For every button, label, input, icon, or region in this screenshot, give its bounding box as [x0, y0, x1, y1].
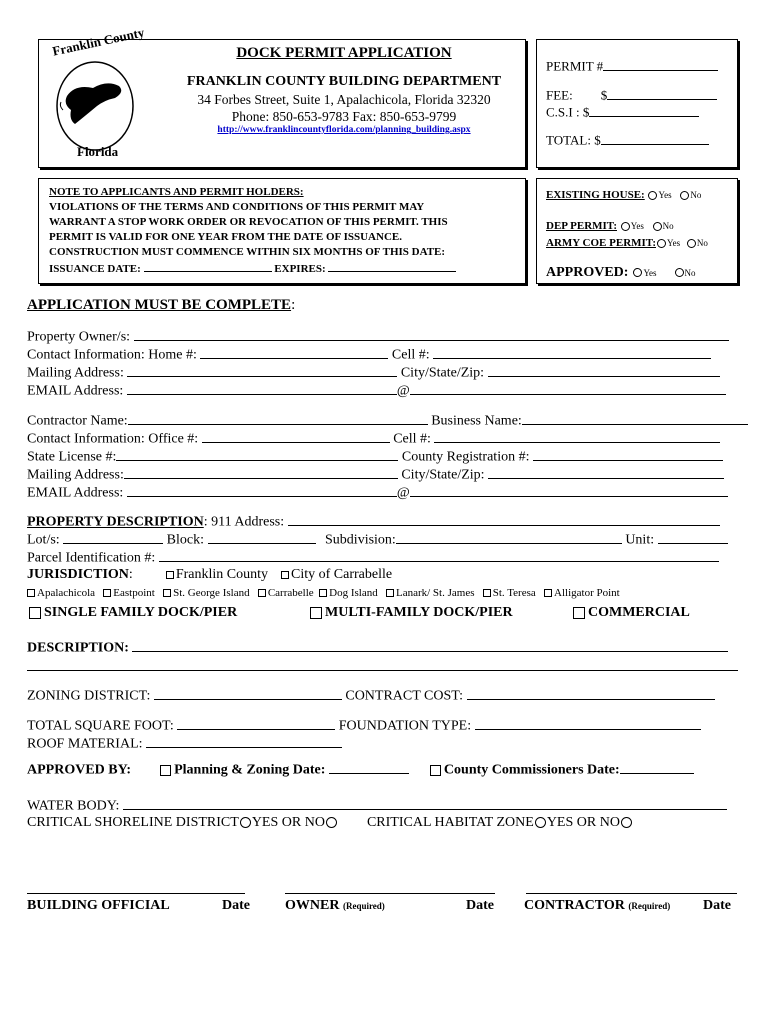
- subdivision-label: Subdivision:: [325, 532, 396, 548]
- roof-label: ROOF MATERIAL:: [27, 736, 143, 752]
- multi-family-label: MULTI-FAMILY DOCK/PIER: [325, 605, 513, 620]
- permit-number-row: [546, 58, 718, 75]
- army-coe-yes-label: Yes: [667, 238, 681, 248]
- status-box: [536, 178, 738, 284]
- state-license-label: State License #:: [27, 449, 117, 465]
- area-dog-island-checkbox[interactable]: [319, 589, 327, 597]
- contractor-name-label: Contractor Name:: [27, 413, 128, 429]
- county-reg-field[interactable]: [533, 447, 723, 461]
- foundation-label: FOUNDATION TYPE:: [338, 718, 472, 734]
- area-st-george-label: St. George Island: [173, 587, 250, 599]
- critical-row: [27, 814, 633, 832]
- roof-field[interactable]: [146, 734, 342, 748]
- address-911-field[interactable]: [288, 512, 720, 526]
- business-name-field[interactable]: [522, 411, 748, 425]
- shoreline-yes-radio[interactable]: [240, 817, 251, 828]
- contractor-required-label: (Required): [628, 901, 671, 911]
- army-coe-yes-radio[interactable]: [657, 239, 666, 248]
- license-row: [27, 447, 723, 467]
- habitat-yes-radio[interactable]: [535, 817, 546, 828]
- approved-yes-radio[interactable]: [633, 268, 642, 277]
- owner-mailing-label: Mailing Address:: [27, 365, 124, 381]
- existing-house-no-label: No: [690, 190, 702, 200]
- franklin-county-label: Franklin County: [175, 567, 268, 582]
- office-phone-label: Contact Information: Office #:: [27, 431, 199, 447]
- contractor-sig-label-row: [524, 898, 670, 914]
- owner-city-label: City/State/Zip:: [400, 365, 485, 381]
- contractor-city-label: City/State/Zip:: [401, 467, 485, 483]
- type-commercial-row: [573, 605, 690, 621]
- approved-row: [546, 263, 696, 281]
- csi-label: C.S.I :: [546, 104, 580, 120]
- zoning-row: [27, 686, 715, 706]
- parcel-label: Parcel Identification #:: [27, 550, 156, 566]
- area-st-teresa-label: St. Teresa: [492, 587, 536, 599]
- owner-mailing-field[interactable]: [127, 363, 397, 377]
- area-alligator-point-label: Alligator Point: [554, 587, 620, 599]
- area-eastpoint-label: Eastpoint: [113, 587, 155, 599]
- owner-cell-label: Cell #:: [391, 347, 430, 363]
- owner-email-domain-field[interactable]: [410, 381, 726, 395]
- owner-mailing-row: [27, 363, 720, 383]
- total-sqft-field[interactable]: [177, 716, 335, 730]
- approved-yes-label: Yes: [643, 268, 657, 278]
- expires-date-field[interactable]: [328, 261, 456, 272]
- army-coe-row: [546, 237, 708, 249]
- unit-field[interactable]: [658, 530, 728, 544]
- department-name: FRANKLIN COUNTY BUILDING DEPARTMENT: [186, 74, 502, 89]
- area-apalachicola-label: Apalachicola: [37, 587, 96, 599]
- contractor-email-user-field[interactable]: [127, 483, 397, 497]
- notice-line-4: CONSTRUCTION MUST COMMENCE WITHIN SIX MONTHS OF THIS DATE:: [49, 246, 446, 258]
- notice-line-1: VIOLATIONS OF THE TERMS AND CONDITIONS OF THIS PERMIT MAY: [49, 201, 425, 213]
- franklin-county-checkbox[interactable]: [166, 571, 174, 579]
- owner-signature-line[interactable]: [285, 893, 495, 894]
- owner-email-row: [27, 381, 726, 401]
- permit-fee-box: [536, 39, 738, 168]
- building-official-date-label: Date: [222, 898, 250, 913]
- area-st-teresa-checkbox[interactable]: [483, 589, 491, 597]
- subdivision-field[interactable]: [396, 530, 622, 544]
- contractor-cell-label: Cell #:: [393, 431, 431, 447]
- issuance-row: [49, 261, 456, 275]
- multi-family-checkbox[interactable]: [310, 607, 322, 619]
- business-name-label: Business Name:: [431, 413, 522, 429]
- dep-no-radio[interactable]: [653, 222, 662, 231]
- contractor-sig-label: CONTRACTOR: [524, 898, 625, 913]
- area-apalachicola-checkbox[interactable]: [27, 589, 35, 597]
- issuance-date-field[interactable]: [144, 261, 272, 272]
- application-heading-colon: :: [291, 297, 296, 313]
- total-sqft-label: TOTAL SQUARE FOOT:: [27, 718, 174, 734]
- description-row: [27, 638, 728, 658]
- owner-sig-label: OWNER: [285, 898, 340, 913]
- parcel-row: [27, 548, 719, 568]
- department-address: 34 Forbes Street, Suite 1, Apalachicola, Florida 32320: [197, 92, 491, 107]
- contractor-email-domain-field[interactable]: [410, 483, 728, 497]
- shoreline-yes-or-no: YES OR NO: [251, 815, 325, 830]
- habitat-no-radio[interactable]: [621, 817, 632, 828]
- total-field[interactable]: [601, 132, 709, 145]
- notice-heading: NOTE TO APPLICANTS AND PERMIT HOLDERS:: [49, 186, 304, 198]
- type-multi-row: [310, 605, 513, 621]
- owner-required-label: (Required): [342, 901, 385, 911]
- contractor-mailing-label: Mailing Address:: [27, 467, 124, 483]
- owner-cell-field[interactable]: [433, 345, 711, 359]
- owner-row: [27, 327, 729, 347]
- owner-email-at: @: [396, 383, 410, 399]
- header-box: [38, 24, 526, 168]
- unit-label: Unit:: [625, 532, 655, 548]
- area-st-george-checkbox[interactable]: [163, 589, 171, 597]
- approved-no-label: No: [684, 268, 696, 278]
- approved-no-radio[interactable]: [675, 268, 684, 277]
- issuance-label: ISSUANCE DATE:: [49, 262, 141, 275]
- cc-date-field[interactable]: [620, 760, 694, 774]
- parcel-field[interactable]: [159, 548, 719, 562]
- state-license-field[interactable]: [116, 447, 398, 461]
- owner-city-field[interactable]: [488, 363, 720, 377]
- jurisdiction-row: [27, 566, 392, 584]
- owner-date-label: Date: [466, 898, 494, 913]
- contractor-date-label: Date: [703, 898, 731, 913]
- csi-field[interactable]: [589, 104, 699, 117]
- expires-label: EXPIRES:: [274, 262, 326, 275]
- county-reg-label: County Registration #:: [401, 449, 530, 465]
- existing-house-yes-radio[interactable]: [648, 191, 657, 200]
- owner-contact-row: [27, 345, 711, 365]
- notice-line-2: WARRANT A STOP WORK ORDER OR REVOCATION OF THIS PERMIT. THIS: [49, 216, 448, 228]
- shoreline-no-radio[interactable]: [326, 817, 337, 828]
- foundation-field[interactable]: [475, 716, 701, 730]
- contractor-mailing-row: [27, 465, 724, 485]
- habitat-yes-or-no: YES OR NO: [546, 815, 620, 830]
- address-911-label: : 911 Address:: [203, 514, 285, 530]
- property-row: [27, 512, 720, 532]
- form-title: DOCK PERMIT APPLICATION: [236, 45, 452, 61]
- description-field[interactable]: [132, 638, 728, 652]
- contractor-mailing-field[interactable]: [124, 465, 398, 479]
- zoning-label: ZONING DISTRICT:: [27, 688, 151, 704]
- total-dollar: $: [594, 132, 601, 148]
- approved-by-label: APPROVED BY:: [27, 762, 132, 778]
- contractor-contact-row: [27, 429, 720, 449]
- department-phone: Phone: 850-653-9783 Fax: 850-653-9799: [231, 109, 457, 124]
- area-eastpoint-checkbox[interactable]: [103, 589, 111, 597]
- block-label: Block:: [166, 532, 205, 548]
- cc-date-label: County Commissioners Date:: [443, 762, 620, 778]
- single-family-checkbox[interactable]: [29, 607, 41, 619]
- approved-by-row: [27, 760, 694, 780]
- home-phone-label: Contact Information: Home #:: [27, 347, 197, 363]
- type-single-row: [29, 605, 237, 621]
- total-label: TOTAL:: [546, 132, 591, 148]
- contractor-name-field[interactable]: [128, 411, 428, 425]
- department-link[interactable]: http://www.franklincountyflorida.com/planning_building.aspx: [217, 125, 471, 135]
- fee-dollar: $: [600, 87, 608, 103]
- contractor-row: [27, 411, 748, 431]
- critical-shoreline-label: CRITICAL SHORELINE DISTRICT: [27, 815, 239, 830]
- contract-cost-label: CONTRACT COST:: [345, 688, 464, 704]
- single-family-label: SINGLE FAMILY DOCK/PIER: [44, 605, 238, 620]
- dep-permit-row: [546, 220, 674, 232]
- area-row: [27, 584, 620, 602]
- area-carrabelle-checkbox[interactable]: [258, 589, 266, 597]
- dep-yes-label: Yes: [630, 221, 644, 231]
- area-lanark-label: Lanark/ St. James: [395, 587, 475, 599]
- carrabelle-city-label: City of Carrabelle: [290, 567, 393, 582]
- jurisdiction-label: JURISDICTION: [27, 567, 129, 582]
- fee-field[interactable]: [607, 87, 717, 100]
- block-field[interactable]: [208, 530, 316, 544]
- contractor-cell-field[interactable]: [434, 429, 720, 443]
- owner-field[interactable]: [134, 327, 729, 341]
- fee-label: FEE:: [546, 87, 573, 103]
- approved-label: APPROVED:: [546, 265, 629, 280]
- critical-habitat-label: CRITICAL HABITAT ZONE: [366, 815, 534, 830]
- fee-row: [546, 87, 717, 104]
- home-phone-field[interactable]: [200, 345, 388, 359]
- owner-sig-label-row: [285, 898, 385, 914]
- property-heading: PROPERTY DESCRIPTION: [27, 514, 204, 530]
- lots-field[interactable]: [63, 530, 163, 544]
- commercial-checkbox[interactable]: [573, 607, 585, 619]
- application-heading: APPLICATION MUST BE COMPLETE: [27, 297, 292, 313]
- army-coe-no-radio[interactable]: [687, 239, 696, 248]
- water-body-label: WATER BODY:: [27, 798, 120, 814]
- water-body-field[interactable]: [123, 796, 727, 810]
- contractor-city-field[interactable]: [488, 465, 724, 479]
- area-carrabelle-label: Carrabelle: [267, 587, 314, 599]
- building-official-signature-line[interactable]: [27, 893, 245, 894]
- area-dog-island-label: Dog Island: [329, 587, 378, 599]
- description-label: DESCRIPTION:: [27, 640, 129, 656]
- notice-line-3: PERMIT IS VALID FOR ONE YEAR FROM THE DATE OF ISSUANCE.: [49, 231, 402, 243]
- jurisdiction-colon: :: [128, 567, 133, 582]
- pz-date-label: Planning & Zoning Date:: [174, 762, 326, 778]
- pz-date-field[interactable]: [329, 760, 409, 774]
- owner-email-label: EMAIL Address:: [27, 383, 124, 399]
- area-lanark-checkbox[interactable]: [386, 589, 394, 597]
- notice-box: [38, 178, 526, 284]
- office-phone-field[interactable]: [202, 429, 390, 443]
- contractor-email-label: EMAIL Address:: [27, 485, 124, 501]
- existing-house-row: [546, 189, 701, 201]
- lot-block-row: [27, 530, 728, 550]
- seal-top-text: Franklin County: [51, 24, 146, 59]
- total-row: [546, 132, 709, 149]
- contract-cost-field[interactable]: [467, 686, 715, 700]
- existing-house-yes-label: Yes: [658, 190, 672, 200]
- planning-zoning-checkbox[interactable]: [160, 765, 171, 776]
- existing-house-no-radio[interactable]: [680, 191, 689, 200]
- area-alligator-point-checkbox[interactable]: [544, 589, 552, 597]
- owner-label: Property Owner/s:: [27, 329, 131, 345]
- permit-number-label: PERMIT #: [546, 58, 604, 74]
- permit-number-field[interactable]: [603, 58, 718, 71]
- csi-dollar: $: [582, 104, 590, 120]
- building-official-label: BUILDING OFFICIAL: [27, 898, 170, 913]
- army-coe-no-label: No: [696, 238, 708, 248]
- contractor-signature-line[interactable]: [526, 893, 737, 894]
- roof-row: [27, 734, 342, 754]
- dep-yes-radio[interactable]: [621, 222, 630, 231]
- county-commissioners-checkbox[interactable]: [430, 765, 441, 776]
- commercial-label: COMMERCIAL: [588, 605, 690, 620]
- army-coe-label: ARMY COE PERMIT:: [546, 237, 656, 249]
- contractor-email-row: [27, 483, 728, 503]
- carrabelle-city-checkbox[interactable]: [281, 571, 289, 579]
- water-body-row: [27, 796, 727, 816]
- description-field-line-2[interactable]: [27, 670, 738, 671]
- seal-bottom-text: Florida: [77, 144, 119, 159]
- lots-label: Lot/s:: [27, 532, 60, 548]
- zoning-field[interactable]: [154, 686, 342, 700]
- owner-email-user-field[interactable]: [127, 381, 397, 395]
- dep-permit-label: DEP PERMIT:: [546, 220, 617, 232]
- dep-no-label: No: [662, 221, 674, 231]
- contractor-email-at: @: [396, 485, 410, 501]
- sqft-row: [27, 716, 701, 736]
- csi-row: [546, 104, 699, 121]
- existing-house-label: EXISTING HOUSE:: [546, 189, 645, 201]
- application-heading-row: [27, 296, 295, 314]
